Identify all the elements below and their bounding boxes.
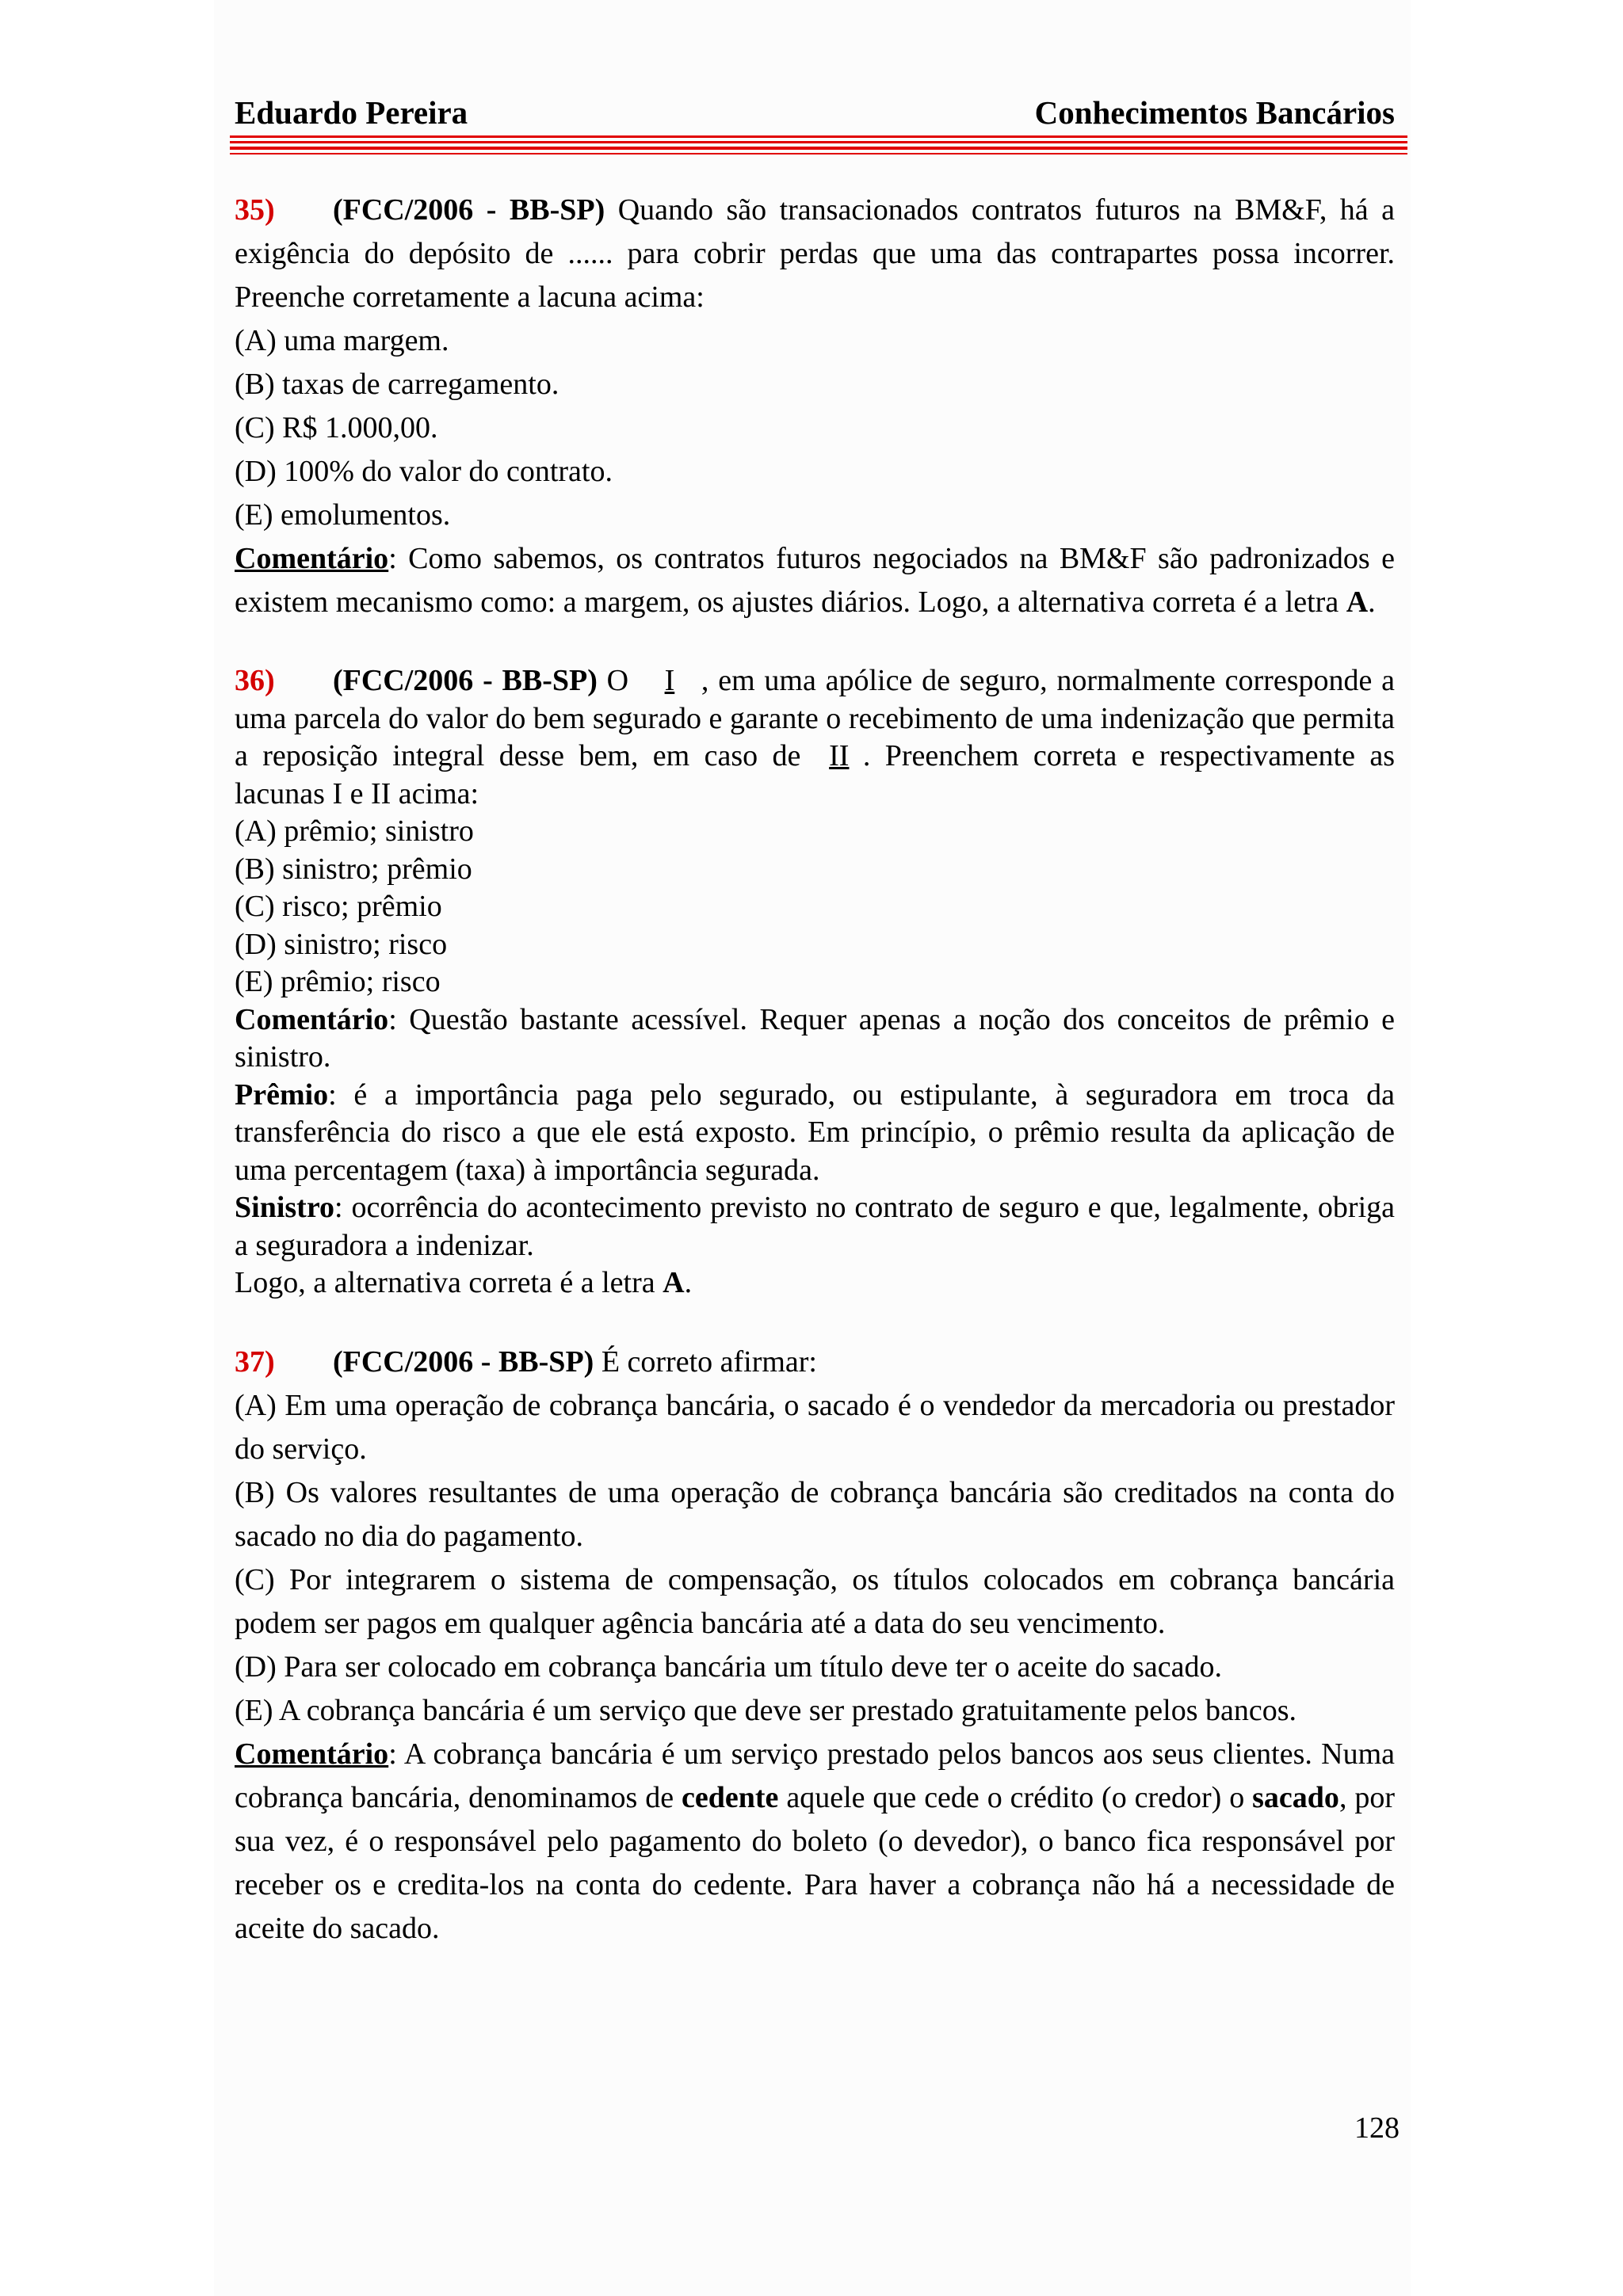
question-35	[235, 189, 1395, 624]
comment-text: : Questão bastante acessível. Requer apenas a noção dos conceitos de prêmio e sinistro.	[235, 1002, 1395, 1074]
option-e: (E) A cobrança bancária é um serviço que deve ser prestado gratuitamente pelos bancos.	[235, 1693, 1297, 1727]
question-35-statement	[235, 189, 1395, 319]
comment-label: Comentário	[235, 1002, 389, 1036]
comment-text: : Como sabemos, os contratos futuros negociados na BM&F são padronizados e existem mecanismo como: a margem, os ajustes diários. Logo, a alternativa correta é a letra	[235, 542, 1395, 619]
question-text-part-1: O	[597, 664, 638, 697]
blank-i: I	[664, 664, 675, 697]
header-rule-3	[230, 147, 1407, 150]
option-b: (B) Os valores resultantes de uma operação de cobrança bancária são creditados na conta do sacado no dia do pagamento.	[235, 1475, 1395, 1553]
header-rule-2	[230, 141, 1407, 143]
question-text-part-2: , em uma apólice de seguro, normalmente corresponde a uma parcela do valor do bem segurado e garante o recebimento de uma indenização que permita a reposição integral desse bem, em caso de	[235, 664, 1396, 772]
option-c: (C) risco; prêmio	[235, 890, 442, 923]
premio-definition	[235, 1077, 1395, 1190]
option-e: (E) emolumentos.	[235, 498, 451, 532]
question-text-part-3: . Preenchem correta e respectivamente as lacunas I e II acima:	[235, 739, 1395, 810]
question-number: 35)	[235, 193, 275, 227]
answer-letter: A	[1346, 585, 1369, 619]
conclusion-text: Logo, a alternativa correta é a letra	[235, 1266, 663, 1299]
header-rule-4	[230, 153, 1407, 154]
option-b: (B) taxas de carregamento.	[235, 368, 559, 401]
question-text: É correto afirmar:	[594, 1344, 817, 1379]
question-36	[235, 662, 1395, 1302]
premio-text: : é a importância paga pelo segurado, ou estipulante, à seguradora em troca da transferência do risco a que ele está exposto. Em princípio, o prêmio resulta da aplicação de uma percentagem (taxa) à importância segurada.	[235, 1077, 1395, 1187]
option-e: (E) prêmio; risco	[235, 965, 441, 998]
comment-label: Comentário	[235, 1737, 389, 1771]
comment-text-1: : A cobrança bancária é um serviço prestado pelos bancos aos seus clientes. Numa cobrança bancária, denominamos de	[235, 1737, 1395, 1814]
question-number: 37)	[235, 1344, 275, 1379]
blank-ii: II	[829, 739, 850, 772]
option-d: (D) sinistro; risco	[235, 927, 448, 961]
question-number: 36)	[235, 664, 275, 697]
option-a: (A) prêmio; sinistro	[235, 814, 474, 848]
answer-letter: A	[663, 1266, 685, 1299]
question-37-statement	[235, 1341, 1395, 1384]
page-header	[235, 93, 1395, 132]
question-36-statement	[235, 662, 1395, 813]
page-number: 128	[1354, 2111, 1400, 2145]
option-b: (B) sinistro; prêmio	[235, 852, 472, 886]
premio-label: Prêmio	[235, 1077, 329, 1112]
comment-text-2: aquele que cede o crédito (o credor) o	[778, 1780, 1253, 1814]
comment-end: .	[1368, 585, 1376, 619]
question-source: (FCC/2006 - BB-SP)	[333, 664, 598, 697]
comment	[235, 1733, 1395, 1951]
term-sacado: sacado	[1252, 1780, 1339, 1814]
option-d: (D) 100% do valor do contrato.	[235, 455, 613, 488]
sinistro-text: : ocorrência do acontecimento previsto no contrato de seguro e que, legalmente, obriga a seguradora a indenizar.	[235, 1191, 1395, 1262]
header-author: Eduardo Pereira	[235, 94, 468, 131]
option-c: (C) R$ 1.000,00.	[235, 411, 438, 444]
option-c: (C) Por integrarem o sistema de compensação, os títulos colocados em cobrança bancária podem ser pagos em qualquer agência bancária até a data do seu vencimento.	[235, 1562, 1395, 1640]
comment	[235, 537, 1395, 624]
option-a: (A) Em uma operação de cobrança bancária, o sacado é o vendedor da mercadoria ou prestador do serviço.	[235, 1388, 1395, 1466]
header-rule-1	[230, 135, 1407, 138]
sinistro-label: Sinistro	[235, 1191, 335, 1224]
sinistro-definition	[235, 1189, 1395, 1264]
comment	[235, 1001, 1395, 1077]
question-text: Quando são transacionados contratos futuros na BM&F, há a exigência do depósito de ...... para cobrir perdas que uma das contrapartes possa incorrer. Preenche corretamente a lacuna acima:	[235, 193, 1395, 314]
question-source: (FCC/2006 - BB-SP)	[333, 193, 605, 227]
comment-label: Comentário	[235, 542, 389, 575]
conclusion-end: .	[684, 1266, 693, 1299]
option-a: (A) uma margem.	[235, 324, 449, 357]
term-cedente: cedente	[682, 1780, 779, 1814]
conclusion	[235, 1264, 1395, 1302]
comment-text-3: , por sua vez, é o responsável pelo pagamento do boleto (o devedor), o banco fica responsável por receber os e credita-los na conta do cedente. Para haver a cobrança não há a necessidade de aceite do sacado.	[235, 1780, 1396, 1945]
option-d: (D) Para ser colocado em cobrança bancária um título deve ter o aceite do sacado.	[235, 1650, 1223, 1684]
page-content	[235, 189, 1395, 1951]
question-source: (FCC/2006 - BB-SP)	[333, 1344, 594, 1379]
question-37	[235, 1341, 1395, 1951]
header-subject: Conhecimentos Bancários	[1034, 94, 1395, 131]
